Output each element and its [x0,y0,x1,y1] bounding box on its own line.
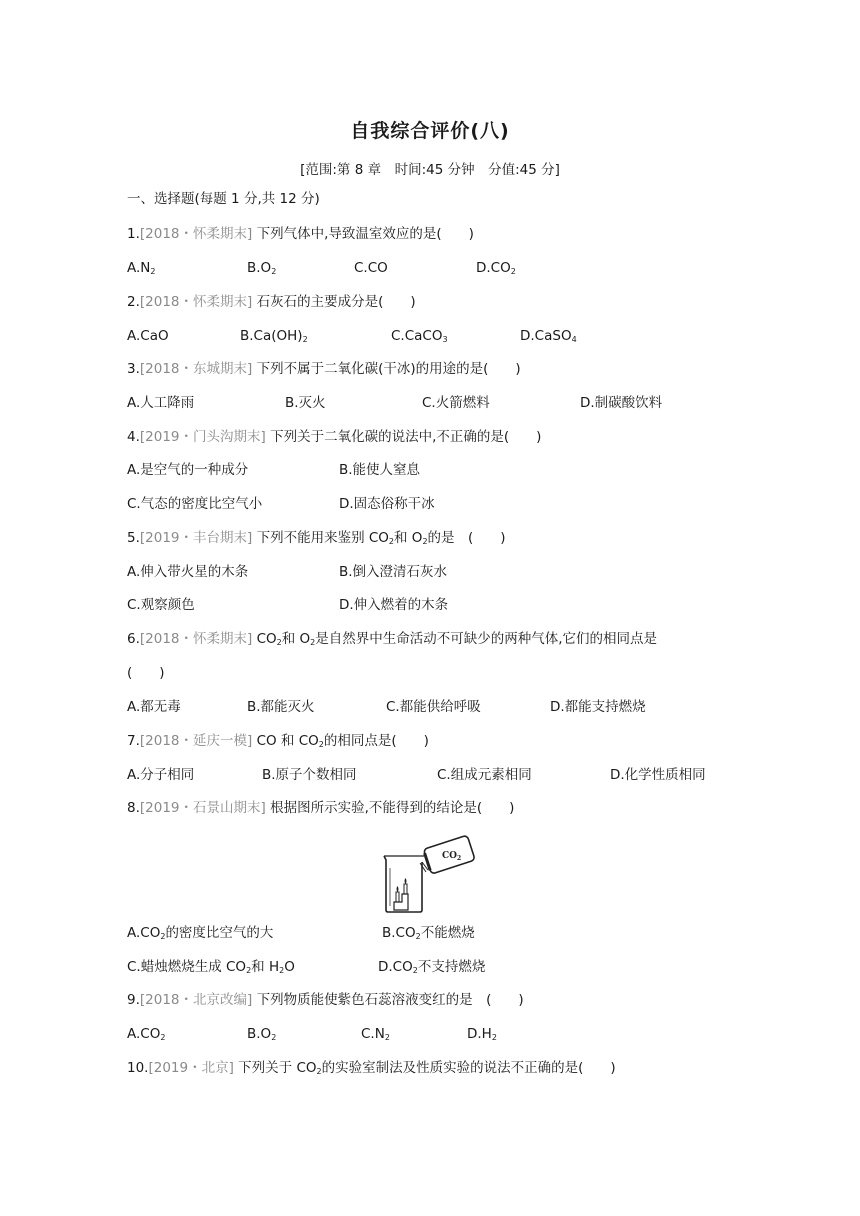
option-b: B.灭火 [285,395,326,411]
question-text: $CO_2$和 $O_2$是自然界中生命活动不可缺少的两种气体,它们的相同点是 [256,631,658,647]
question-6 [127,630,657,648]
option-c: $C.N_2$ [361,1026,390,1042]
question-1 [127,225,474,243]
option-d: D.制碳酸饮料 [580,395,663,411]
option-a: A.人工降雨 [127,395,195,411]
question-number: 2. [127,294,140,310]
question-source: [2018・怀柔期末] [139,631,253,647]
question-source: [2019・石景山期末] [139,800,266,816]
question-text: 下列关于二氧化碳的说法中,不正确的是( ) [270,429,542,445]
question-number: 1. [127,226,140,242]
option-d: $D.CO_2$不支持燃烧 [378,959,486,975]
question-number: 9. [127,992,140,1008]
question-source: [2018・东城期末] [139,361,253,377]
question-source: [2019・丰台期末] [139,530,253,546]
option-a: $A.CO_2$的密度比空气的大 [127,925,274,941]
option-b: $B.O_2$ [247,260,277,276]
option-a: A.分子相同 [127,767,195,783]
option-b: B.能使人窒息 [339,462,421,478]
question-text: 石灰石的主要成分是( ) [256,294,416,310]
option-a: A.伸入带火星的木条 [127,564,249,580]
option-d: $D.H_2$ [467,1026,497,1042]
question-7 [127,732,429,750]
option-b: $B.O_2$ [247,1026,277,1042]
option-b: $B.Ca(OH)_2$ [240,328,308,344]
question-text: 根据图所示实验,不能得到的结论是( ) [270,800,515,816]
question-3 [127,360,521,378]
question-number: 8. [127,800,140,816]
question-source: [2019・门头沟期末] [139,429,266,445]
option-c: C.观察颜色 [127,597,195,613]
option-c: C.组成元素相同 [437,767,532,783]
question-source: [2019・北京] [148,1060,234,1076]
question-4 [127,428,541,446]
option-c: C.火箭燃料 [422,395,490,411]
figure-label-co2: $CO_2$ [442,851,462,862]
co2-pouring-beaker-figure [376,832,480,914]
option-a: $A.N_2$ [127,260,156,276]
option-c: C.都能供给呼吸 [386,699,481,715]
option-b: B.倒入澄清石灰水 [339,564,448,580]
question-text: 下列物质能使紫色石蕊溶液变红的是 ( ) [256,992,524,1008]
question-9 [127,991,524,1009]
option-c: C.气态的密度比空气小 [127,496,263,512]
option-c: C.CO [354,260,388,276]
option-d: D.都能支持燃烧 [550,699,646,715]
question-text: 下列不能用来鉴别 $CO_2$和 $O_2$的是 ( ) [256,530,506,546]
option-c: C.CaCO$_3$ [391,328,448,344]
question-number: 7. [127,733,140,749]
question-6-continued: ( ) [127,665,165,681]
option-a: A.都无毒 [127,699,181,715]
question-source: [2018・北京改编] [139,992,253,1008]
option-b: B.都能灭火 [247,699,315,715]
option-d: D.CaSO$_4$ [520,328,577,344]
question-number: 6. [127,631,140,647]
question-2 [127,293,416,311]
option-a: A.是空气的一种成分 [127,462,249,478]
question-source: [2018・怀柔期末] [139,226,253,242]
option-a: A.CaO [127,328,169,344]
option-b: B.原子个数相同 [262,767,357,783]
option-d: D.伸入燃着的木条 [339,597,449,613]
question-text: 下列关于 $CO_2$的实验室制法及性质实验的说法不正确的是( ) [238,1060,616,1076]
question-8 [127,799,514,817]
option-c: C.蜡烛燃烧生成 $CO_2$和 $H_2O$ [127,959,295,975]
question-source: [2018・延庆一模] [139,733,253,749]
question-number: 3. [127,361,140,377]
section-heading: 一、选择题(每题 1 分,共 12 分) [127,191,320,207]
question-text: 下列不属于二氧化碳(干冰)的用途的是( ) [256,361,521,377]
option-d: D.固态俗称干冰 [339,496,435,512]
option-a: $A.CO_2$ [127,1026,166,1042]
question-10 [127,1059,616,1077]
question-number: 5. [127,530,140,546]
question-5 [127,529,506,547]
option-b: $B.CO_2$不能燃烧 [382,925,475,941]
option-d: D.化学性质相同 [610,767,706,783]
option-d: $D.CO_2$ [476,260,516,276]
question-text: 下列气体中,导致温室效应的是( ) [256,226,474,242]
question-text: CO 和 $CO_2$的相同点是( ) [256,733,429,749]
question-source: [2018・怀柔期末] [139,294,253,310]
question-number: 10. [127,1060,149,1076]
exam-scope: [范围:第 8 章 时间:45 分钟 分值:45 分] [300,162,560,178]
question-number: 4. [127,429,140,445]
page-title: 自我综合评价(八) [350,120,510,142]
